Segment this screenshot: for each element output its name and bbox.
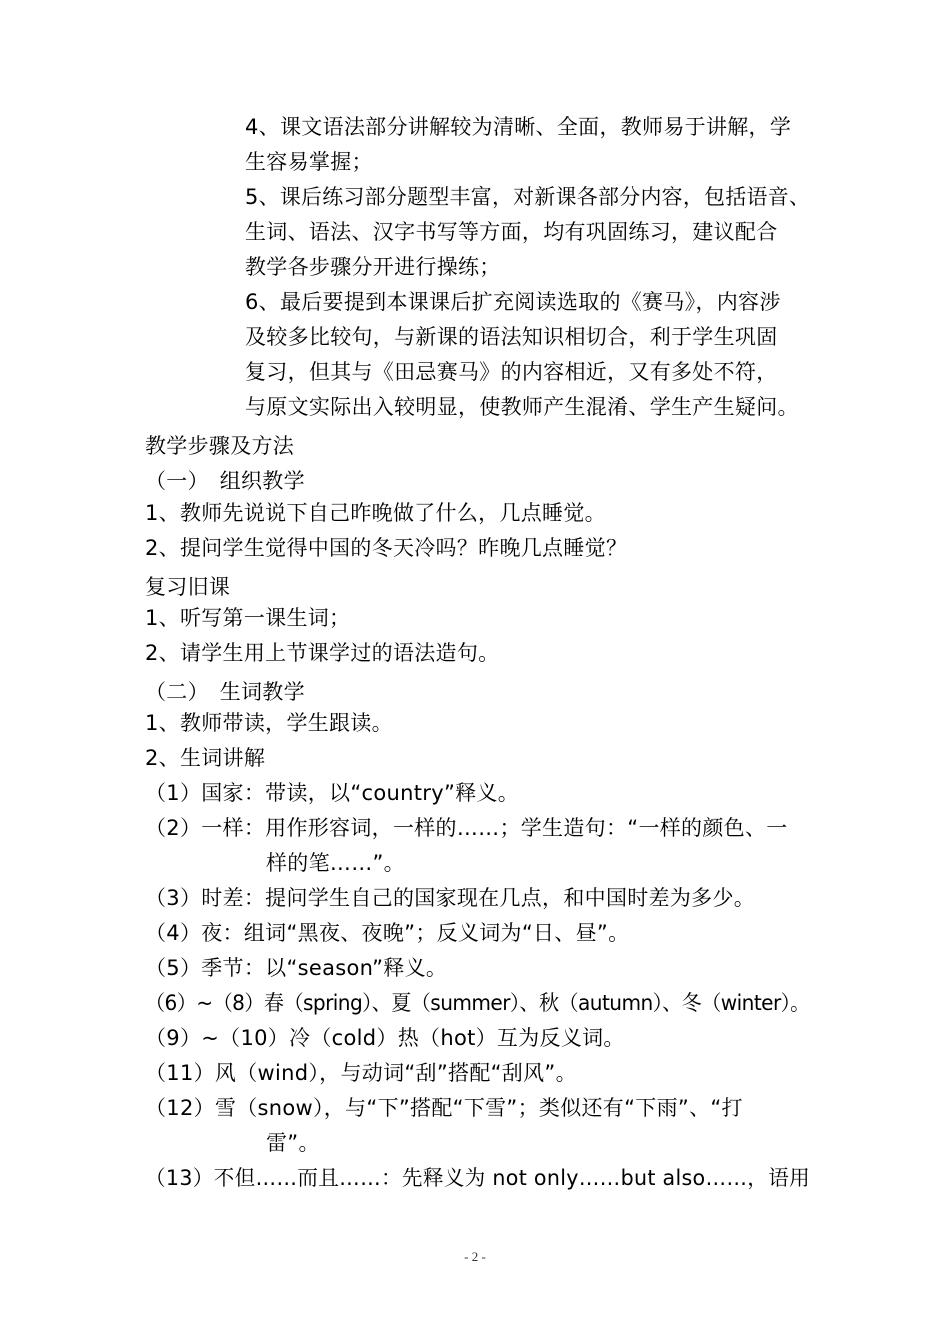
section-2-item-2: 2、生词讲解 — [145, 746, 266, 770]
item-5-line-2: 生词、语法、汉字书写等方面，均有巩固练习，建议配合 — [245, 220, 778, 244]
section-2-item-1: 1、教师带读，学生跟读。 — [145, 711, 393, 735]
item-6-line-1: 6、最后要提到本课课后扩充阅读选取的《赛马》，内容涉 — [245, 290, 781, 314]
review-item-2: 2、请学生用上节课学过的语法造句。 — [145, 641, 500, 665]
item-4-line-1: 4、课文语法部分讲解较为清晰、全面，教师易于讲解，学 — [245, 115, 792, 139]
item-4-line-2: 生容易掌握； — [245, 150, 373, 174]
review-heading: 复习旧课 — [145, 575, 231, 599]
review-item-1: 1、听写第一课生词； — [145, 606, 351, 630]
vocab-12-line-2: 雷”。 — [266, 1131, 320, 1155]
vocab-6-8: （6）~（8）春（spring）、夏（summer）、秋（autumn）、冬（winter）。 — [145, 991, 810, 1015]
section-2-heading: （二） 生词教学 — [145, 680, 305, 704]
vocab-13: （13）不但……而且……：先释义为 not only……but also……，语用 — [145, 1166, 811, 1190]
item-6-line-2: 及较多比较句，与新课的语法知识相切合，利于学生巩固 — [245, 325, 778, 349]
vocab-11: （11）风（wind），与动词“刮”搭配“刮风”。 — [145, 1061, 577, 1085]
item-6-line-3: 复习，但其与《田忌赛马》的内容相近，又有多处不符， — [245, 360, 778, 384]
item-6-line-4: 与原文实际出入较明显，使教师产生混淆、学生产生疑问。 — [245, 395, 799, 419]
vocab-2-line-1: （2）一样：用作形容词，一样的……；学生造句：“一样的颜色、一 — [145, 816, 788, 840]
steps-heading: 教学步骤及方法 — [145, 434, 295, 458]
vocab-5: （5）季节：以“season”释义。 — [145, 956, 448, 980]
vocab-2-line-2: 样的笔……”。 — [266, 851, 405, 875]
section-1-item-1: 1、教师先说说下自己昨晚做了什么，几点睡觉。 — [145, 501, 606, 525]
page-number: - 2 - — [464, 1249, 486, 1264]
vocab-4: （4）夜：组词“黑夜、夜晚”；反义词为“日、昼”。 — [145, 921, 630, 945]
vocab-9-10: （9）~（10）冷（cold）热（hot）互为反义词。 — [145, 1026, 625, 1050]
section-1-heading: （一） 组织教学 — [145, 469, 305, 493]
vocab-12-line-1: （12）雪（snow），与“下”搭配“下雪”；类似还有“下雨”、“打 — [145, 1096, 743, 1120]
vocab-3: （3）时差：提问学生自己的国家现在几点，和中国时差为多少。 — [145, 886, 756, 910]
item-5-line-1: 5、课后练习部分题型丰富，对新课各部分内容，包括语音、 — [245, 185, 811, 209]
item-5-line-3: 教学各步骤分开进行操练； — [245, 255, 501, 279]
vocab-1: （1）国家：带读，以“country”释义。 — [145, 781, 520, 805]
section-1-item-2: 2、提问学生觉得中国的冬天冷吗？昨晚几点睡觉？ — [145, 536, 628, 560]
